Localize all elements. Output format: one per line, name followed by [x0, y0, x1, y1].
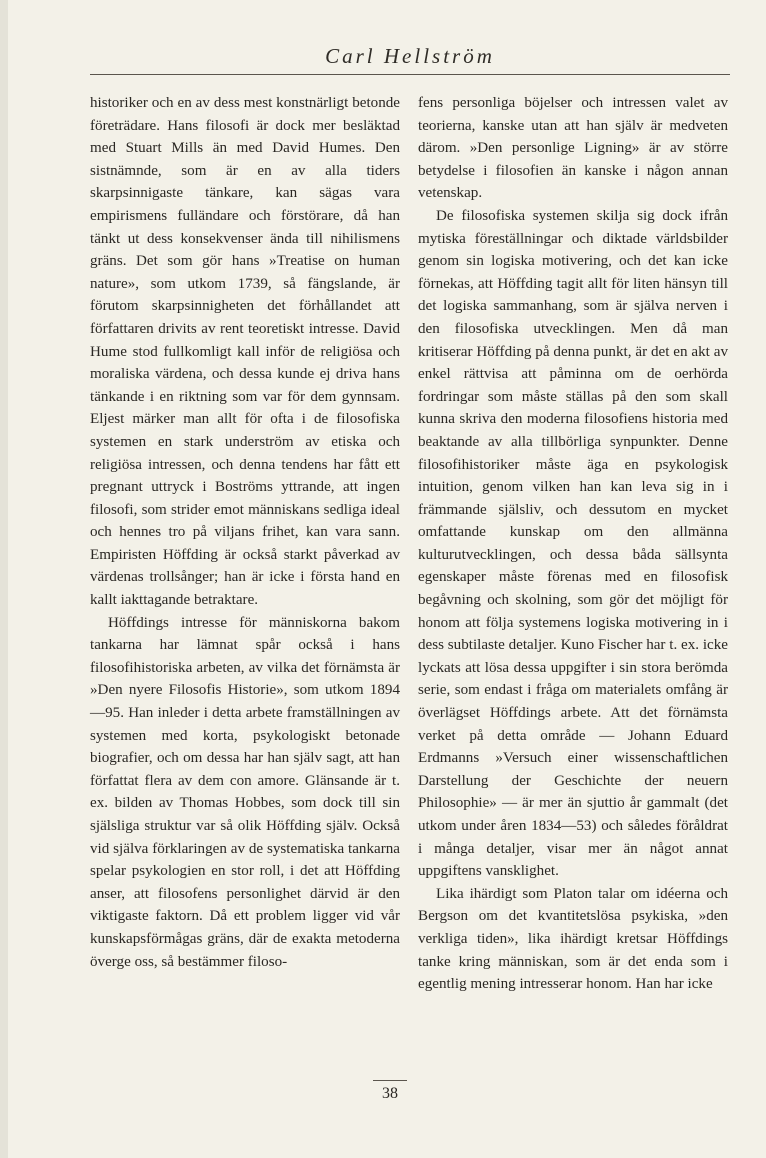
right-column: [418, 92, 728, 996]
running-header: [90, 44, 730, 75]
page-number-rule: [373, 1080, 407, 1081]
header-rule: [90, 74, 730, 75]
left-paragraph-2: Höffdings intresse för människorna bakom tankarna har lämnat spår också i hans filosofihistoriska arbeten, av vilka det förnämsta är »Den nyere Filosofis Historie», som utkom 1894—95. Han inleder i detta arbete framställningen av systemen med korta, psykologiskt betonade biografier, och om dessa har han själv sagt, att han författat flera av dem con amore. Glänsande är t. ex. bilden av Thomas Hobbes, som dock till sin själsliga struktur var så olik Höffding själv. Också vid själva förklaringen av de systematiska tankarna spelar psykologien en stor roll, i det att Höffding anser, att filosofens personlighet därvid är den viktigaste faktorn. Då ett problem ligger vid vår kunskapsförmågas gräns, där de exakta metoderna överge oss, så bestämmer filoso-: [90, 614, 400, 970]
right-paragraph-1: fens personliga böjelser och intressen valet av teorierna, kanske utan att han själv är medveten därom. »Den personlige Ligning» är av större betydelse i filosofien än kanske i någon annan vetenskap.: [418, 95, 728, 202]
right-paragraph-2: De filosofiska systemen skilja sig dock ifrån mytiska föreställningar och diktade världsbilder genom sin logiska motivering, och det kan icke förnekas, att Höffding tagit allt för liten hänsyn till det logiska sammanhang, som är själva nerven i den filosofiska utvecklingen. Men då man kritiserar Höffding på denna punkt, är det en akt av enkel rättvisa att påminna om de oerhörda fordringar som måste ställas på den som skall kunna skriva den moderna filosofiens historia med beaktande av alla tillbörliga synpunkter. Denne filosofihistoriker måste äga en psykologisk intuition, genom vilken han kan leva sig in i främmande själsliv, och dessutom en mycket omfattande kunskap om den allmänna kulturutvecklingen, och dessa båda sällsynta egenskaper måste förenas med en filosofisk begåvning och skolning, som gör det möjligt för honom att följa systemens logiska motivering in i dess subtilaste detaljer. Kuno Fischer har t. ex. icke lyckats att lösa dessa uppgifter i sin stora berömda serie, som endast i fråga om materialets omfång är överlägset Höffdings arbete. Att det förnämsta verket på detta område — Johann Eduard Erdmanns »Versuch einer wissenschaftlichen Darstellung der Geschichte der neuern Philosophie» — är mer än sjuttio år gammalt (det utkom under åren 1834—53) och således föråldrat i många detaljer, visar mer än något annat uppgiftens vansklighet.: [418, 207, 728, 880]
page-number-text: 38: [382, 1085, 398, 1102]
left-column: [90, 92, 400, 973]
left-paragraph-1: historiker och en av dess mest konstnärligt betonde företrädare. Hans filosofi är dock mer besläktad med Stuart Mills än med David Humes. Den sistnämnde, som är en av alla tiders skarpsinnigaste tänkare, kan sägas vara empirismens fulländare och förstörare, då han tänkt ut dess konsekvenser ända till nihilismens gräns. Det som gör hans »Treatise on human nature», som utkom 1739, så fängslande, är förutom skarpsinnigheten det förhållandet att författaren drivits av rent teoretiskt intresse. David Hume stod fullkomligt kall inför de religiösa och moraliska värdena, och dessa kunde ej driva hans tänkande i en riktning som var för dem gynnsam. Eljest märker man allt för ofta i de filosofiska systemen en stark underström av etiska och religiösa intressen, och denna tendens har fått ett pregnant uttryck i Boströms yttrande, att ingen filosofi, som strider emot människans sedliga ideal och hennes tro på viljans frihet, kan vara sann. Empiristen Höffding är också starkt påverkad av värdenas trollsånger; han är icke i första hand en kallt iakttagande betraktare.: [90, 95, 400, 609]
page-edge: [0, 0, 8, 1158]
right-paragraph-3: Lika ihärdigt som Platon talar om idéerna och Bergson om det kvantitetslösa psykiska, »den verkliga tiden», lika ihärdigt kretsar Höffdings tanke kring människan, som är det enda som i egentlig mening intresserar honom. Han har icke: [418, 885, 728, 993]
header-title: Carl Hellström: [325, 44, 495, 68]
page-number: [360, 1080, 420, 1103]
